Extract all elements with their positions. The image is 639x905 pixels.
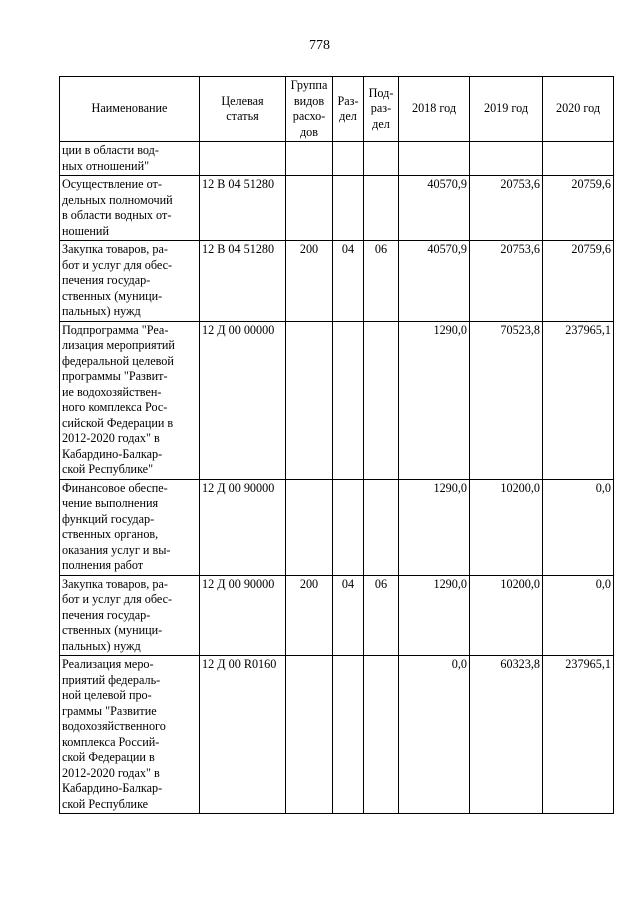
table-row <box>60 656 614 814</box>
table-row <box>60 321 614 479</box>
cell-section: 04 <box>333 575 364 656</box>
cell-article: 12 Д 00 90000 <box>200 575 286 656</box>
cell-section <box>333 479 364 575</box>
cell-section <box>333 321 364 479</box>
cell-y2019: 60323,8 <box>470 656 543 814</box>
table-row <box>60 176 614 241</box>
cell-group <box>286 176 333 241</box>
cell-name: Осуществление от- дельных полномочий в области водных от- ношений <box>60 176 200 241</box>
cell-y2020: 0,0 <box>543 575 614 656</box>
header-article: Целевая статья <box>200 77 286 142</box>
cell-y2019: 10200,0 <box>470 575 543 656</box>
cell-y2018: 1290,0 <box>399 575 470 656</box>
cell-section <box>333 176 364 241</box>
cell-subsection <box>364 656 399 814</box>
cell-y2019: 70523,8 <box>470 321 543 479</box>
cell-subsection: 06 <box>364 575 399 656</box>
cell-subsection <box>364 176 399 241</box>
table-row <box>60 479 614 575</box>
cell-article: 12 Д 00 00000 <box>200 321 286 479</box>
table-row <box>60 575 614 656</box>
cell-name: Реализация меро- приятий федераль- ной целевой про- граммы "Развитие водохозяйственного комплекса Россий- ской Федерации в 2012-2020 годах" в Кабардино-Балкар- ской Республике <box>60 656 200 814</box>
table-header-row <box>60 77 614 142</box>
cell-group <box>286 656 333 814</box>
cell-article <box>200 142 286 176</box>
cell-group: 200 <box>286 575 333 656</box>
cell-article: 12 Д 00 90000 <box>200 479 286 575</box>
cell-y2020: 237965,1 <box>543 321 614 479</box>
cell-name: ции в области вод- ных отношений" <box>60 142 200 176</box>
cell-y2020: 20759,6 <box>543 241 614 322</box>
cell-group <box>286 479 333 575</box>
cell-y2019: 10200,0 <box>470 479 543 575</box>
cell-y2019: 20753,6 <box>470 176 543 241</box>
cell-section: 04 <box>333 241 364 322</box>
cell-y2019 <box>470 142 543 176</box>
cell-y2020: 20759,6 <box>543 176 614 241</box>
cell-y2020: 237965,1 <box>543 656 614 814</box>
cell-group <box>286 142 333 176</box>
cell-name: Закупка товаров, ра- бот и услуг для обес- печения государ- ственных (муници- пальных) нужд <box>60 575 200 656</box>
header-name: Наименование <box>60 77 200 142</box>
cell-section <box>333 656 364 814</box>
cell-subsection: 06 <box>364 241 399 322</box>
cell-y2018: 40570,9 <box>399 176 470 241</box>
cell-y2020 <box>543 142 614 176</box>
header-2018: 2018 год <box>399 77 470 142</box>
cell-name: Подпрограмма "Реа- лизация мероприятий федеральной целевой программы "Развит- ие водохозяйствен- ного комплекса Рос- сийской Федерации в 2012-2020 годах" в Кабардино-Балкар- ской Республике" <box>60 321 200 479</box>
cell-y2018: 1290,0 <box>399 321 470 479</box>
cell-y2018: 40570,9 <box>399 241 470 322</box>
cell-y2018 <box>399 142 470 176</box>
cell-y2020: 0,0 <box>543 479 614 575</box>
page-number: 778 <box>309 38 330 53</box>
cell-y2018: 0,0 <box>399 656 470 814</box>
cell-name: Закупка товаров, ра- бот и услуг для обес- печения государ- ственных (муници- пальных) нужд <box>60 241 200 322</box>
cell-article: 12 В 04 51280 <box>200 176 286 241</box>
table-row <box>60 142 614 176</box>
cell-subsection <box>364 142 399 176</box>
cell-name: Финансовое обеспе- чение выполнения функций государ- ственных органов, оказания услуг и вы- полнения работ <box>60 479 200 575</box>
table-body <box>60 142 614 814</box>
table-row <box>60 241 614 322</box>
header-group: Группа видов расхо- дов <box>286 77 333 142</box>
cell-group: 200 <box>286 241 333 322</box>
header-2019: 2019 год <box>470 77 543 142</box>
header-section: Раз- дел <box>333 77 364 142</box>
cell-article: 12 Д 00 R0160 <box>200 656 286 814</box>
cell-y2018: 1290,0 <box>399 479 470 575</box>
cell-subsection <box>364 479 399 575</box>
cell-y2019: 20753,6 <box>470 241 543 322</box>
header-2020: 2020 год <box>543 77 614 142</box>
cell-section <box>333 142 364 176</box>
cell-group <box>286 321 333 479</box>
cell-article: 12 В 04 51280 <box>200 241 286 322</box>
cell-subsection <box>364 321 399 479</box>
header-subsection: Под- раз- дел <box>364 77 399 142</box>
budget-table <box>59 76 614 814</box>
